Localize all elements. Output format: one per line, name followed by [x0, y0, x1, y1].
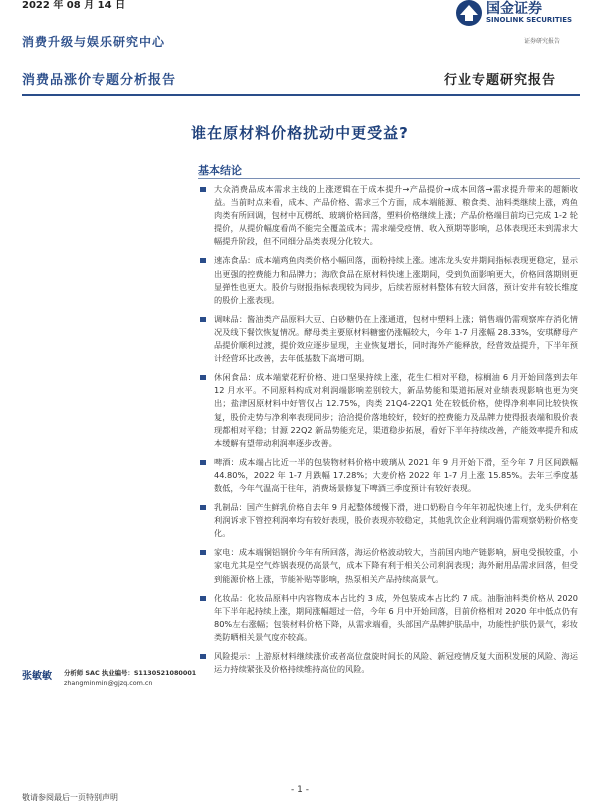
bullet-text: 速冻食品：成本端鸡鱼肉类价格小幅回落，面粉持续上涨。速冻龙头安井期间指标表现更稳定，显示出更强的控费能力和品牌力；海欣食品在原材料快速上涨期间，受到负面影响更大，价格回落期则更显弹性也更大。股价与财报指标表现较为同步，后续若原材料整体有较大回落，预计安井有较长维度的股价上涨表现。 — [214, 255, 578, 305]
list-item — [198, 456, 578, 495]
list-item — [198, 546, 578, 585]
summary-heading: 基本结论 — [198, 164, 242, 177]
bullet-text: 休闲食品：成本端蒙花籽价格、进口坚果持续上涨，花生仁相对平稳，棕榈油 6 月开始回落到去年 12 月水平。不同原料构成对利润端影响差别较大，新品势能和渠道拓展对业绩表现影响也更为突出；盐津因原材料中好管仅占 12.75%，肉类 21Q4-22Q1 处在较低价格，使得净利率同比较快恢复，股价走势与净利率表现同步；洽洽提价落地较好，较好的控费能力及品牌力使得报表端和股价表现都相对平稳；甘源 22Q2 新品势能充足，渠道稳步拓展，看好下半年持续改善，产能效率提升和成本缓解有望带动利润率逐步改善。 — [214, 372, 578, 448]
bullet-square-icon — [200, 375, 206, 380]
bullet-square-icon — [200, 596, 206, 601]
bullet-text: 风险提示：上游原材料继续涨价或者高位盘旋时间长的风险、新冠疫情反复大面积发展的风险、海运运力持续紧张及价格持续维持高位的风险。 — [214, 651, 578, 675]
bullet-square-icon — [200, 505, 206, 510]
bullet-square-icon — [200, 460, 206, 465]
list-item — [198, 183, 578, 248]
bullet-square-icon — [200, 187, 206, 192]
analyst-certification: 分析师 SAC 执业编号：S1130521080001 — [64, 669, 197, 677]
list-item — [198, 313, 578, 365]
report-series-title: 消费品涨价专题分析报告 — [22, 73, 177, 88]
page-title: 谁在原材料价格扰动中更受益? — [191, 124, 409, 142]
research-center-name: 消费升级与娱乐研究中心 — [22, 35, 166, 49]
logo-subtitle: 证券研究报告 — [524, 38, 561, 45]
page-number: - 1 - — [291, 785, 309, 795]
bullet-text: 大众消费品成本需求主线的上涨逻辑在于成本提升→产品提价→成本回落→需求提升带来的超额收益。当前时点来看，成本、产品价格、需求三个方面，成本端能源、粮食类、油料类继续上涨，鸡鱼肉类有所回调，包材中瓦楞纸、玻璃价格回落，塑料价格继续上涨；产品价格端目前均已完成 1-2 轮提价，从提价幅度看尚不能完全覆盖成本；需求端受疫情、收入预期等影响，总体表现还未到需求大幅提升阶段，但不同细分品类表现分化较大。 — [214, 184, 578, 247]
list-item — [198, 371, 578, 450]
sinolink-logo-icon — [454, 0, 484, 28]
bullet-square-icon — [200, 550, 206, 555]
report-date: 2022 年 08 月 14 日 — [22, 0, 126, 11]
disclaimer-note: 敬请参阅最后一页特别声明 — [22, 793, 118, 802]
bullet-text: 家电：成本端铜铝钢价今年有所回落，海运价格波动较大，当前国内地产链影响，厨电受损较重，小家电尤其是空气炸锅表现仍高景气，成本下降有利于相关公司利润表现；海外耐用品需求回落，但受到能源价格上涨，节能补贴等影响，热泵相关产品持续高景气。 — [214, 547, 578, 584]
summary-divider — [198, 178, 580, 179]
bullet-text: 调味品：酱油类产品原料大豆、白砂糖仍在上涨通道，包材中塑料上涨；销售端仍需观察库存消化情况及线下餐饮恢复情况。酵母类主要原材料糖蜜仍涨幅较大，今年 1-7 月涨幅 28.33%，安琪酵母产品提价顺利过渡，提价效应逐步显现，主业恢复增长，同时海外产能释放，经营效益提升，下半年预计经营环比改善，去年低基数下高增可期。 — [214, 313, 578, 364]
header-divider — [22, 94, 580, 96]
bullet-text: 乳制品：国产生鲜乳价格自去年 9 月起整体缓慢下滑，进口奶粉自今年年初起快速上行，龙头伊利在利润诉求下管控利润率均有较好表现，股价表现亦较稳定，其他乳饮企业利润端仍需观察奶粉价格变化。 — [214, 502, 578, 539]
list-item — [198, 254, 578, 306]
list-item — [198, 650, 578, 676]
analyst-email[interactable]: zhangminmin@gjzq.com.cn — [64, 679, 153, 687]
company-logo — [454, 0, 584, 34]
bullet-text: 啤酒：成本端占比近一半的包装物材料价格中玻璃从 2021 年 9 月开始下滑，至今年 7 月区间跌幅 44.80%，2022 年 1-7 月跌幅 17.28%；大麦价格 2022 年 1-7 月上涨 15.85%。去年三季度基数低，今年气温高于往年，消费场景修复下啤酒三季度预计有较好表现。 — [214, 456, 578, 493]
conclusion-list — [198, 183, 578, 682]
bullet-square-icon — [200, 258, 206, 263]
bullet-text: 化妆品：化妆品原料中内容物成本占比约 3 成，外包装成本占比约 7 成。油脂油料类价格从 2020 年下半年起持续上涨，期间涨幅超过一倍，今年 6 月中开始回落，目前价格相对 2020 年中低点仍有 80%左右涨幅；包装材料价格下降，从需求端看，头部国产品牌护肤品中，功能性护肤仍景气，彩妆类防晒相关景气度亦较高。 — [214, 592, 578, 642]
report-type: 行业专题研究报告 — [444, 73, 557, 88]
list-item — [198, 592, 578, 644]
list-item — [198, 501, 578, 540]
logo-chinese-name: 国金证券 — [486, 1, 542, 17]
analyst-name: 张敏敏 — [22, 671, 52, 682]
logo-english-name: SINOLINK SECURITIES — [486, 16, 573, 24]
bullet-square-icon — [200, 654, 206, 659]
bullet-square-icon — [200, 317, 206, 322]
